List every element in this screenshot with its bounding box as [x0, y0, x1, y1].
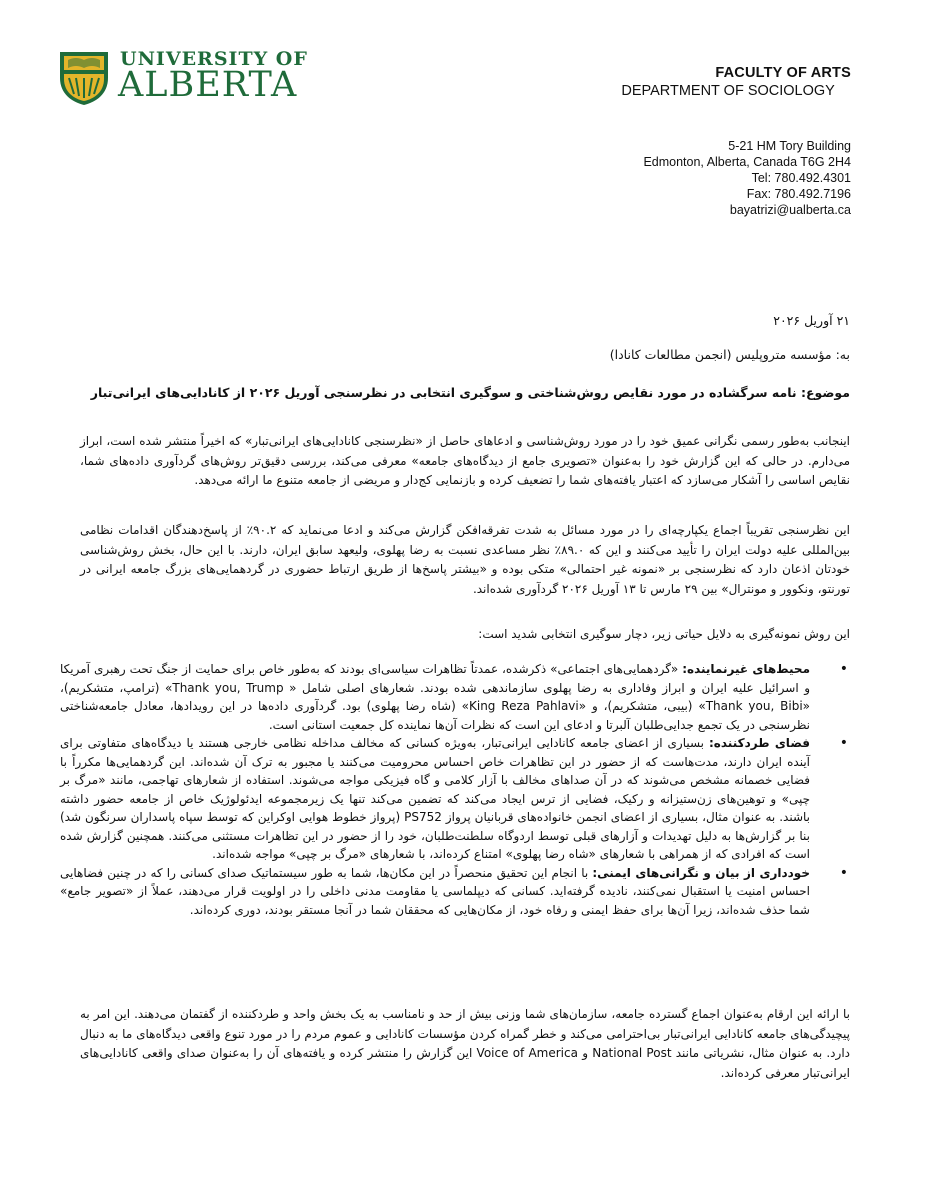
bullet-text: با انجام این تحقیق منحصراً در این مکان‌ها، شما به طور سیستماتیک صدای کسانی را که در چنین فضاهایی احساس امنیت یا استقبال نمی‌کنند، نادیده گرفته‌اید. کسانی که دیپلماسی یا مقاومت مدنی داخلی را در اولویت قرار می‌دهند، عملاً از «تصویر جامع» شما حذف شده‌اند، زیرا آن‌ها برای حفظ ایمنی و رفاه خود، از مکان‌هایی که محققان شما در آنجا مستقر بودند، دوری کرده‌اند. [60, 865, 810, 917]
address-block [643, 138, 851, 218]
letter-subject: موضوع: نامه سرگشاده در مورد نقایص روش‌شناختی و سوگیری انتخابی در نظرسنجی آوریل ۲۰۲۶ از کانادایی‌های ایرانی‌تبار [90, 385, 850, 400]
paragraph-3: این روش نمونه‌گیری به دلایل حیاتی زیر، دچار سوگیری انتخابی شدید است: [478, 627, 850, 641]
bullet-icon: • [839, 661, 848, 677]
university-logo [58, 42, 308, 108]
address-email[interactable]: bayatrizi@ualberta.ca [729, 203, 851, 217]
crest-icon [58, 48, 110, 106]
list-item [60, 734, 850, 864]
address-fax: Fax: 780.492.7196 [746, 187, 851, 201]
address-city: Edmonton, Alberta, Canada T6G 2H4 [643, 155, 851, 169]
faculty-name: FACULTY OF ARTS [715, 65, 851, 81]
bullet-text: «گردهمایی‌های اجتماعی» ذکرشده، عمدتاً تظاهرات سیاسی‌ای بودند که به‌طور خاص برای حمایت از جنگ تحت رهبری آمریکا و اسرائیل علیه ایران و ابراز وفاداری به رضا پهلوی سازماندهی شده بودند. شعارهای اصلی شامل « Thank you, Trump» (ترامپ، متشکریم)، «Thank you, Bibi» (بیبی، متشکریم)، و «King Reza Pahlavi» (شاه رضا پهلوی) بود. گردآوری داده‌ها در این رویدادها، معادل جامعه‌شناختی نظرسنجی در یک تجمع جدایی‌طلبان آلبرتا و ادعای این است که نظرات آن‌ها نماینده کل جمعیت استانی است. [60, 662, 810, 732]
paragraph-4: با ارائه این ارقام به‌عنوان اجماع گسترده جامعه، سازمان‌های شما وزنی بیش از حد و نامناسب به یک بخش واحد و طردکننده از گفتمان می‌دهند. این امر به پیچیدگی‌های جامعه کانادایی ایرانی‌تبار بی‌احترامی می‌کند و خطر گمراه کردن مؤسسات کانادایی و عموم مردم را در مورد تنوع واقعی دیدگاه‌های ما به دنبال دارد. به عنوان مثال، نشریاتی مانند National Post و Voice of America این گزارش را منتشر کرده و یافته‌های آن را به‌عنوان صدای واقعی کانادایی‌های ایرانی‌تبار معرفی کرده‌اند. [80, 1007, 850, 1080]
bullet-icon: • [839, 735, 848, 751]
bullet-heading: محیط‌های غیرنماینده: [682, 662, 810, 676]
bullet-icon: • [839, 864, 848, 881]
logo-alberta: ALBERTA [118, 65, 298, 105]
bullet-text: بسیاری از اعضای جامعه کانادایی ایرانی‌تبار، به‌ویژه کسانی که مخالف مداخله نظامی خارجی هستند یا دیدگاه‌های متفاوتی برای آینده ایران دارند، مدت‌هاست که از حضور در این تظاهرات خاص احساس محرومیت می‌کنند یا مجبور به ترک آن شده‌اند. این گردهمایی‌ها مکرراً با فضایی خصمانه مشخص می‌شوند که در آن صداهای مخالف با آزار کلامی و گاه فیزیکی مواجه می‌شوند. استفاده از شعارهای تهاجمی، مانند «مرگ بر چپی» و توهین‌های زن‌ستیزانه و رکیک، فضایی از ترس ایجاد می‌کند که تضمین می‌کند تنها یک زیرمجموعه ایدئولوژیک خاص از جامعه حضور داشته باشند. به عنوان مثال، بسیاری از اعضای انجمن خانواده‌های قربانیان پرواز PS752 (پرواز خطوط هوایی اوکراین که توسط سپاه پاسداران سرنگون شد) بنا بر گزارش‌ها به دلیل تهدیدات و آزارهای قبلی توسط اردوگاه سلطنت‌طلبان، خود را از حضور در این تظاهرات مستثنی می‌کنند. همچنین گزارش شده است که افرادی که از همراهی با شعارهای «شاه رضا پهلوی» امتناع کرده‌اند، با شعارهای «مرگ بر چپی» مواجه شده‌اند. [60, 736, 810, 861]
letter-date: ۲۱ آوریل ۲۰۲۶ [773, 313, 850, 328]
faculty-header [621, 65, 851, 99]
bullet-heading: خودداری از بیان و نگرانی‌های ایمنی: [592, 865, 810, 880]
list-item [60, 864, 850, 920]
list-item [60, 660, 850, 734]
logo-university-of: UNIVERSITY OF [120, 48, 308, 70]
address-building: 5-21 HM Tory Building [728, 139, 851, 153]
address-tel: Tel: 780.492.4301 [751, 171, 851, 185]
paragraph-1: اینجانب به‌طور رسمی نگرانی عمیق خود را در مورد روش‌شناسی و ادعاهای حاصل از «نظرسنجی کانادایی‌های ایرانی‌تبار» که اخیراً منتشر شده است، ابراز می‌دارم. در حالی که این گزارش خود را به‌عنوان «تصویری جامع از دیدگاه‌های جامعه» معرفی می‌کند، بررسی دقیق‌تر روش‌های گردآوری داده‌های شما، نقایص اساسی را آشکار می‌سازد که اعتبار یافته‌های شما را تضعیف کرده و بازنمایی کج‌دار و مریضی از جامعه متنوع ما ارائه می‌دهد. [80, 434, 850, 487]
bullet-list [60, 660, 850, 919]
bullet-heading: فضای طردکننده: [708, 736, 810, 750]
letter-recipient: به: مؤسسه متروپلیس (انجمن مطالعات کانادا) [609, 347, 850, 362]
department-name: DEPARTMENT OF SOCIOLOGY [621, 83, 835, 99]
paragraph-2: این نظرسنجی تقریباً اجماع یکپارچه‌ای را در مورد مسائل به شدت تفرقه‌افکن گزارش می‌کند و ادعا می‌نماید که ۹۰.۲٪ از پاسخ‌دهندگان اقدامات نظامی بین‌المللی علیه دولت ایران را تأیید می‌کنند و این که ۸۹.۰٪ نظر مساعدی نسبت به رضا پهلوی، ولیعهد سابق ایران، دارند. با این حال، بخش روش‌شناسی خودتان اذعان دارد که نظرسنجی بر «نمونه غیر احتمالی» متکی بوده و «بیشتر پاسخ‌ها از طریق ارتباط حضوری در گردهمایی‌های بزرگ جامعه ایرانی در تورنتو، ونکوور و مونترال» بین ۲۹ مارس تا ۱۳ آوریل ۲۰۲۶ گردآوری شده‌اند. [80, 523, 850, 596]
